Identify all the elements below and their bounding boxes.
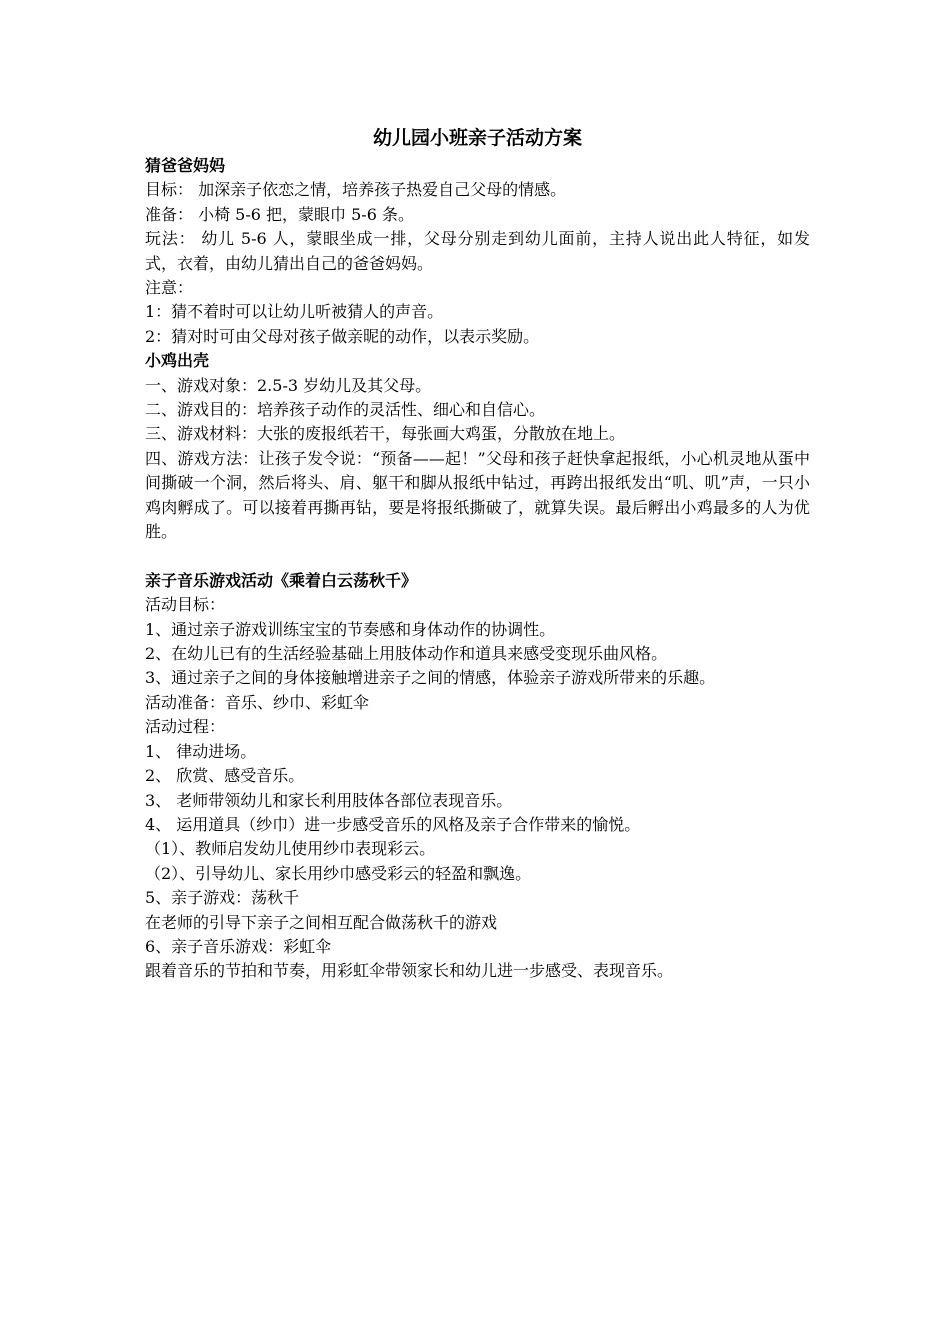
section1-note-2: 2：猜对时可由父母对孩子做亲昵的动作，以表示奖励。: [145, 326, 540, 346]
section3-step-4: 4、 运用道具（纱巾）进一步感受音乐的风格及亲子合作带来的愉悦。: [145, 814, 641, 834]
section3-step-2: 2、 欣赏、感受音乐。: [145, 766, 305, 786]
section3-goal-1: 1、通过亲子游戏训练宝宝的节奏感和身体动作的协调性。: [145, 619, 556, 639]
section3-goals-label: 活动目标：: [145, 595, 226, 615]
section-heading-music-game: 亲子音乐游戏活动《乘着白云荡秋千》: [145, 570, 418, 590]
section3-step-1: 1、 律动进场。: [145, 741, 257, 761]
section3-step-5: 5、亲子游戏：荡秋千: [145, 888, 300, 908]
section2-materials: 三、游戏材料：大张的废报纸若干，每张画大鸡蛋，分散放在地上。: [145, 424, 626, 444]
section1-notes-label: 注意：: [145, 278, 194, 298]
section3-step-5-detail: 在老师的引导下亲子之间相互配合做荡秋千的游戏: [145, 912, 498, 932]
section1-note-1: 1：猜不着时可以让幼儿听被猜人的声音。: [145, 302, 444, 322]
section1-preparation: 准备： 小椅 5-6 把，蒙眼巾 5-6 条。: [145, 204, 414, 224]
blank-line: [145, 544, 810, 568]
section3-substep-2: （2）、引导幼儿、家长用纱巾感受彩云的轻盈和飘逸。: [145, 863, 532, 883]
section2-purpose: 二、游戏目的：培养孩子动作的灵活性、细心和自信心。: [145, 400, 546, 420]
document-title: 幼儿园小班亲子活动方案: [372, 127, 582, 149]
section-heading-guess-parents: 猜爸爸妈妈: [145, 156, 226, 175]
section2-target: 一、游戏对象：2.5-3 岁幼儿及其父母。: [145, 375, 432, 395]
section3-preparation: 活动准备：音乐、纱巾、彩虹伞: [145, 692, 370, 712]
section3-substep-1: （1）、教师启发幼儿使用纱巾表现彩云。: [145, 839, 436, 859]
document-page: [145, 122, 810, 984]
section1-goal: 目标： 加深亲子依恋之情，培养孩子热爱自己父母的情感。: [145, 180, 567, 200]
section1-how-to-play: 玩法： 幼儿 5-6 人，蒙眼坐成一排，父母分别走到幼儿面前，主持人说出此人特征，如发式，衣着，由幼儿猜出自己的爸爸妈妈。: [145, 229, 810, 273]
section3-goal-2: 2、在幼儿已有的生活经验基础上用肢体动作和道具来感受变现乐曲风格。: [145, 644, 668, 664]
section3-process-label: 活动过程：: [145, 717, 226, 737]
section3-step-6-detail: 跟着音乐的节拍和节奏，用彩虹伞带领家长和幼儿进一步感受、表现音乐。: [145, 961, 674, 981]
section-heading-chick-hatching: 小鸡出壳: [145, 351, 210, 371]
section2-method: 四、游戏方法：让孩子发令说：“预备——起！”父母和孩子赶快拿起报纸，小心机灵地从蛋中间撕破一个洞，然后将头、肩、躯干和脚从报纸中钻过，再跨出报纸发出“叽、叽”声，一只小鸡肉孵成了。可以接着再撕再钻，要是将报纸撕破了，就算失误。最后孵出小鸡最多的人为优胜。: [145, 448, 810, 542]
section3-step-3: 3、 老师带领幼儿和家长利用肢体各部位表现音乐。: [145, 790, 513, 810]
section3-step-6: 6、亲子音乐游戏：彩虹伞: [145, 936, 332, 956]
section3-goal-3: 3、通过亲子之间的身体接触增进亲子之间的情感，体验亲子游戏所带来的乐趣。: [145, 668, 716, 688]
